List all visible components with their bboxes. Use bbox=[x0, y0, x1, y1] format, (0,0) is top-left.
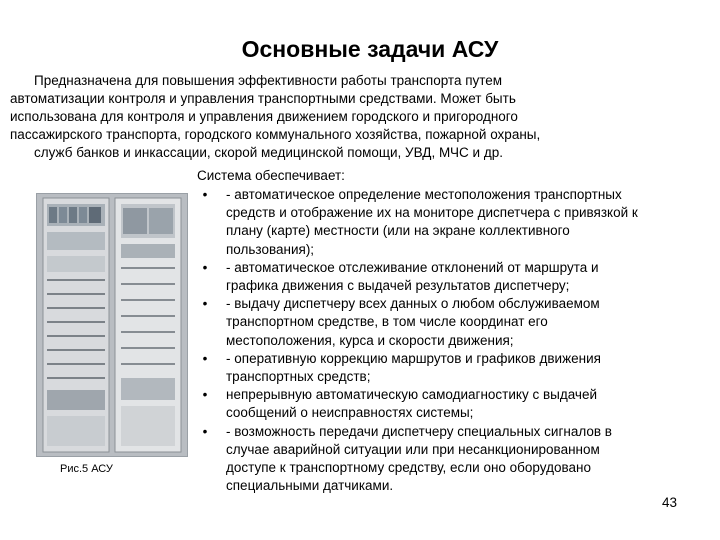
intro-paragraph bbox=[10, 72, 710, 162]
intro-line: Предназначена для повышения эффективности работы транспорта путем bbox=[34, 73, 503, 88]
list-item-text: - оперативную коррекцию маршрутов и графиков движения транспортных средств; bbox=[226, 350, 601, 385]
figure-caption: Рис.5 АСУ bbox=[60, 463, 113, 475]
bullet-icon: • bbox=[202, 387, 208, 403]
list-item bbox=[200, 295, 650, 350]
list-item-text: - автоматическое определение местоположения транспортных средств и отображение их на мониторе диспетчера с привязкой к плану (карте) местности (или на экране коллективного пользования); bbox=[226, 187, 638, 257]
slide-title: Основные задачи АСУ bbox=[241, 36, 499, 62]
bullet-icon: • bbox=[202, 296, 208, 312]
list-item bbox=[200, 386, 650, 422]
system-header: Система обеспечивает: bbox=[197, 168, 345, 183]
bullet-icon: • bbox=[202, 259, 208, 275]
list-item-text: - возможность передачи диспетчеру специальных сигналов в случае аварийной ситуации или при несанкционированном доступе к транспортному средству, если оно оборудовано специальными датчиками. bbox=[226, 423, 612, 494]
bullet-icon: • bbox=[202, 350, 208, 366]
list-item bbox=[200, 423, 650, 496]
intro-line: служб банков и инкассации, скорой медицинской помощи, УВД, МЧС и др. bbox=[34, 145, 503, 160]
page-number: 43 bbox=[662, 495, 678, 510]
intro-line: пассажирского транспорта, городского коммунального хозяйства, пожарной охраны, bbox=[10, 127, 541, 142]
bullet-icon: • bbox=[202, 187, 208, 202]
list-item bbox=[200, 259, 650, 295]
intro-line: использована для контроля и управления движением городского и пригородного bbox=[10, 109, 518, 124]
list-item bbox=[200, 350, 650, 386]
bullet-icon: • bbox=[202, 423, 208, 439]
control-cabinet-photo bbox=[36, 193, 188, 457]
list-item bbox=[200, 186, 650, 259]
intro-line: автоматизации контроля и управления транспортными средствами. Может быть bbox=[10, 91, 516, 106]
list-item-text: непрерывную автоматическую самодиагностику с выдачей сообщений о неисправностях системы; bbox=[226, 387, 598, 421]
control-cabinet-illustration bbox=[37, 194, 187, 456]
list-item-text: - выдачу диспетчеру всех данных о любом обслуживаемом транспортном средстве, в том числе координат его местоположения, курса и скорости движения; bbox=[226, 296, 600, 348]
list-item-text: - автоматическое отслеживание отклонений от маршрута и графика движения с выдачей результатов диспетчеру; bbox=[226, 259, 599, 294]
features-list bbox=[200, 186, 650, 495]
